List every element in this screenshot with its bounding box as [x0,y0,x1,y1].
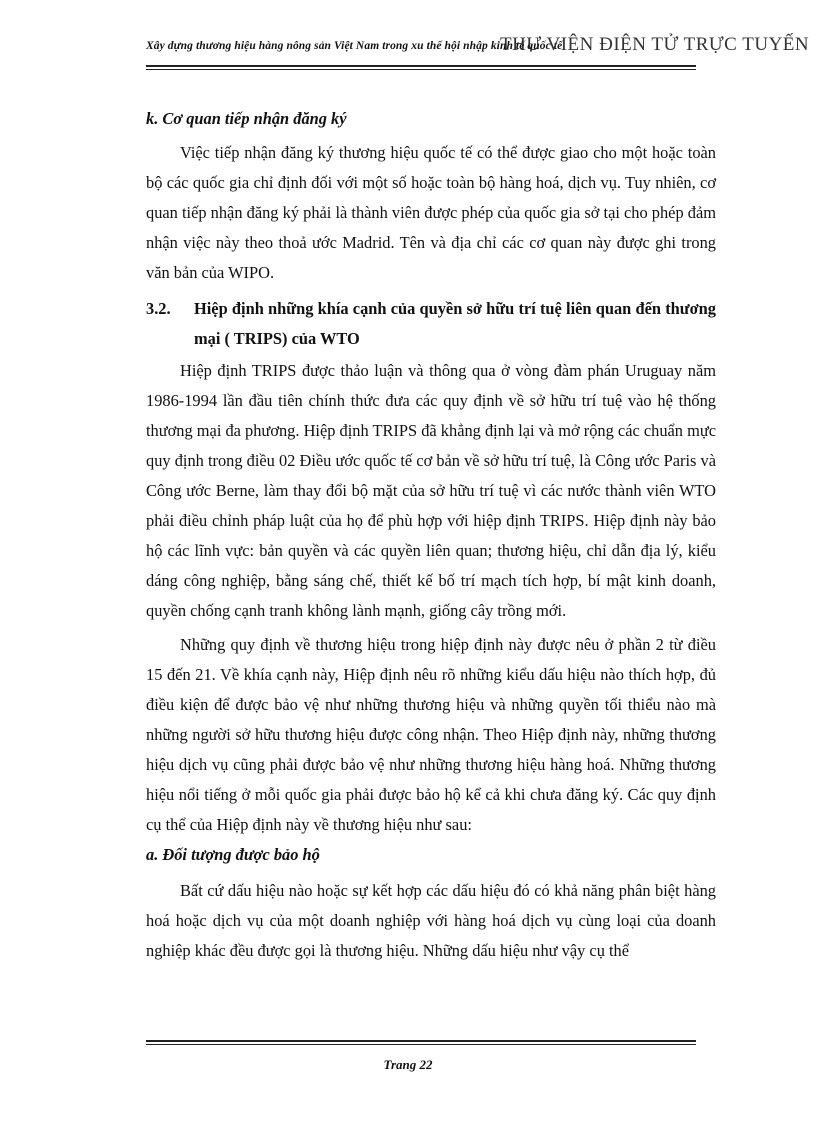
page-body [146,104,716,966]
section-k-heading: k. Cơ quan tiếp nhận đăng ký [146,109,347,128]
footer-rule-thick [146,1040,696,1042]
section-title: Hiệp định những khía cạnh của quyền sở hữu trí tuệ liên quan đến thương mại ( TRIPS) của WTO [194,299,716,348]
library-watermark: THƯ VIỆN ĐIỆN TỬ TRỰC TUYẾN [500,34,810,55]
header-rule-thin [146,69,696,70]
page-number: Trang 22 [383,1057,433,1072]
section-k-paragraph: Việc tiếp nhận đăng ký thương hiệu quốc tế có thể được giao cho một hoặc toàn bộ các quốc gia chỉ định đối với một số hoặc toàn bộ hàng hoá, dịch vụ. Tuy nhiên, cơ quan tiếp nhận đăng ký phải là thành viên được phép của quốc gia sở tại cho phép đảm nhận việc này theo thoả ước Madrid. Tên và địa chỉ các cơ quan này được ghi trong văn bản của WIPO. [146,143,716,282]
trips-paragraph-2: Những quy định về thương hiệu trong hiệp định này được nêu ở phần 2 từ điều 15 đến 21. Về khía cạnh này, Hiệp định nêu rõ những kiểu dấu hiệu nào thích hợp, đủ điều kiện để được bảo vệ như những thương hiệu và những quyền tối thiểu nào mà những người sở hữu thương hiệu được công nhận. Theo Hiệp định này, những thương hiệu dịch vụ cũng phải được bảo vệ như những thương hiệu hàng hoá. Những thương hiệu nổi tiếng ở mỗi quốc gia phải được bảo hộ kể cả khi chưa đăng ký. Các quy định cụ thể của Hiệp định này về thương hiệu như sau: [146,635,716,834]
header-rule-thick [146,65,696,67]
footer-rule-thin [146,1044,696,1045]
running-header: Xây dựng thương hiệu hàng nông sản Việt Nam trong xu thế hội nhập kinh tế quốc tế [146,40,563,52]
section-a-heading: a. Đối tượng được bảo hộ [146,845,320,864]
trips-paragraph-1: Hiệp định TRIPS được thảo luận và thông qua ở vòng đàm phán Uruguay năm 1986-1994 lần đầu tiên chính thức đưa các quy định về sở hữu trí tuệ vào hệ thống thương mại đa phương. Hiệp định TRIPS đã khẳng định lại và mở rộng các chuẩn mực quy định trong điều 02 Điều ước quốc tế cơ bản về sở hữu trí tuệ, là Công ước Paris và Công ước Berne, làm thay đổi bộ mặt của sở hữu trí tuệ vì các nước thành viên WTO phải điều chỉnh pháp luật của họ để phù hợp với hiệp định TRIPS. Hiệp định này bảo hộ các lĩnh vực: bản quyền và các quyền liên quan; thương hiệu, chỉ dẫn địa lý, kiểu dáng công nghiệp, bằng sáng chế, thiết kế bố trí mạch tích hợp, bí mật kinh doanh, quyền chống cạnh tranh không lành mạnh, giống cây trồng mới. [146,361,716,620]
section-a-paragraph: Bất cứ dấu hiệu nào hoặc sự kết hợp các dấu hiệu đó có khả năng phân biệt hàng hoá hoặc dịch vụ của một doanh nghiệp với hàng hoá dịch vụ cùng loại của doanh nghiệp khác đều được gọi là thương hiệu. Những dấu hiệu như vậy cụ thể [146,881,716,960]
section-number: 3.2. [146,299,171,318]
section-3-2-heading [146,294,716,354]
